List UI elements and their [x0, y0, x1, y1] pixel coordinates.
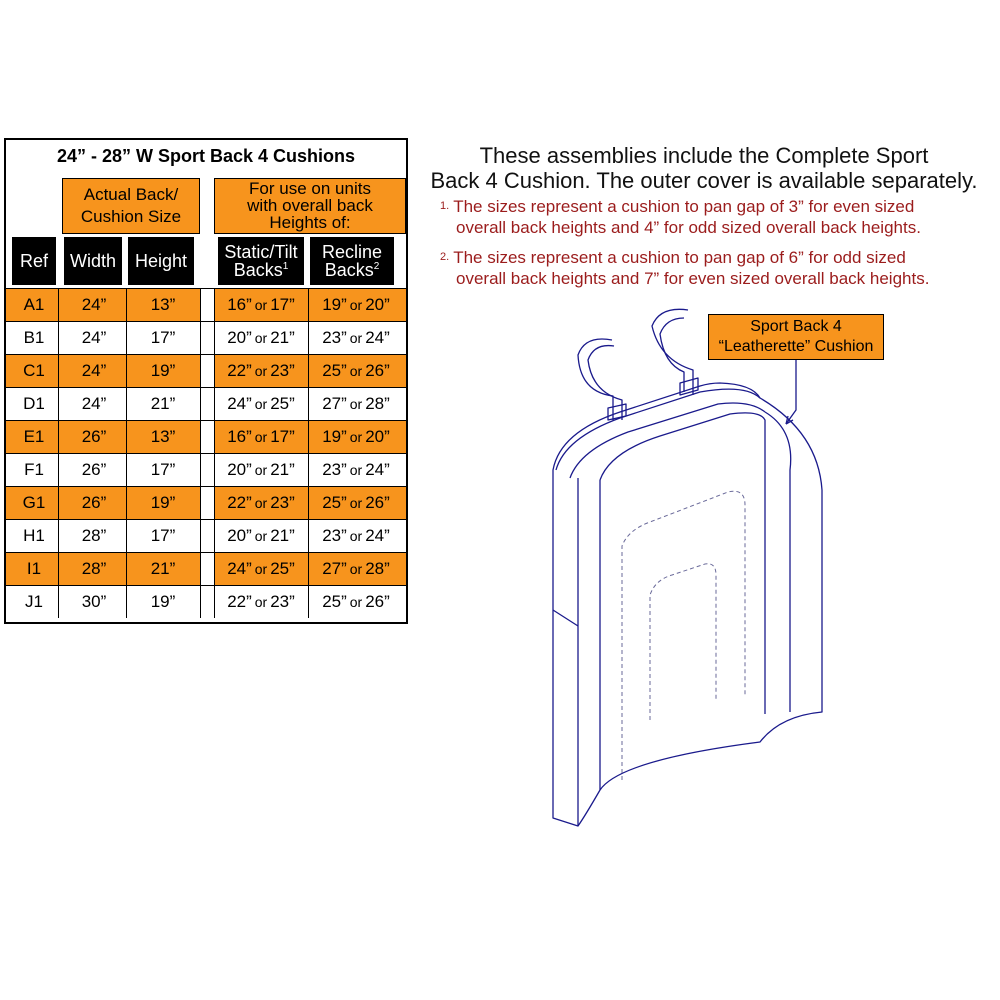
- or-word: or: [254, 396, 268, 412]
- or-word: or: [349, 594, 363, 610]
- static-low: 24”: [227, 559, 252, 578]
- right-strap-clip: [680, 378, 698, 395]
- cushion-top-edge: [556, 389, 760, 470]
- right-strap: [652, 309, 693, 395]
- static-high: 21”: [270, 526, 295, 545]
- cell-width: 24”: [81, 295, 107, 314]
- or-word: or: [349, 528, 363, 544]
- footnote-1-number: 1.: [440, 200, 450, 212]
- recline-low: 23”: [322, 460, 347, 479]
- recline-high: 20”: [365, 427, 390, 446]
- col-header-recline-line1: Recline: [321, 242, 383, 262]
- col-header-ref-label: Ref: [19, 251, 48, 271]
- cell-height: 17”: [150, 460, 176, 479]
- recline-high: 28”: [365, 394, 390, 413]
- left-strap-inner: [588, 346, 622, 420]
- cell-width: 30”: [81, 592, 107, 611]
- col-header-recline-line2: Backs: [324, 260, 374, 280]
- cell-ref: C1: [23, 361, 45, 380]
- recline-high: 26”: [365, 493, 390, 512]
- recline-high: 28”: [365, 559, 390, 578]
- group-header-heights-line1: For use on units: [249, 179, 371, 198]
- col-header-static-line2: Backs: [233, 260, 283, 280]
- static-high: 23”: [270, 592, 295, 611]
- recline-high: 26”: [365, 361, 390, 380]
- static-high: 23”: [270, 361, 295, 380]
- inner-pad-dashed-outer: [622, 491, 745, 780]
- cell-height: 19”: [150, 592, 176, 611]
- cell-height: 13”: [150, 427, 176, 446]
- recline-high: 24”: [365, 460, 390, 479]
- cell-width: 26”: [81, 493, 107, 512]
- cell-width: 26”: [81, 427, 107, 446]
- or-word: or: [254, 363, 268, 379]
- cell-ref: H1: [23, 526, 45, 545]
- static-low: 22”: [227, 361, 252, 380]
- recline-high: 24”: [365, 328, 390, 347]
- recline-high: 26”: [365, 592, 390, 611]
- cell-ref: I1: [26, 559, 42, 578]
- col-header-static-line1: Static/Tilt: [224, 242, 298, 262]
- or-word: or: [349, 396, 363, 412]
- static-high: 23”: [270, 493, 295, 512]
- inner-pad-dashed-inner: [650, 564, 716, 720]
- col-header-height-label: Height: [134, 251, 188, 271]
- cell-height: 19”: [150, 493, 176, 512]
- or-word: or: [349, 363, 363, 379]
- cushion-side-seam: [553, 610, 578, 626]
- static-low: 22”: [227, 592, 252, 611]
- callout-line2: “Leatherette” Cushion: [718, 338, 874, 355]
- cell-height: 19”: [150, 361, 176, 380]
- static-low: 20”: [227, 460, 252, 479]
- static-low: 24”: [227, 394, 252, 413]
- cell-width: 24”: [81, 394, 107, 413]
- cushion-right-panel: [765, 412, 791, 712]
- or-word: or: [254, 528, 268, 544]
- recline-low: 19”: [322, 427, 347, 446]
- static-high: 21”: [270, 328, 295, 347]
- or-word: or: [349, 429, 363, 445]
- cell-height: 21”: [150, 394, 176, 413]
- cushion-front-face-edge: [600, 413, 765, 714]
- recline-low: 23”: [322, 526, 347, 545]
- cell-height: 17”: [150, 328, 176, 347]
- group-header-back-size-line2: Cushion Size: [80, 207, 182, 226]
- or-word: or: [349, 495, 363, 511]
- cell-width: 24”: [81, 361, 107, 380]
- static-low: 20”: [227, 328, 252, 347]
- group-header-heights-line2: with overall back: [247, 196, 373, 215]
- static-low: 22”: [227, 493, 252, 512]
- or-word: or: [254, 330, 268, 346]
- intro-line2: Back 4 Cushion. The outer cover is available separately.: [430, 168, 978, 193]
- recline-low: 27”: [322, 559, 347, 578]
- cell-ref: E1: [23, 427, 45, 446]
- or-word: or: [254, 561, 268, 577]
- recline-low: 25”: [322, 493, 347, 512]
- recline-low: 27”: [322, 394, 347, 413]
- or-word: or: [254, 594, 268, 610]
- footnote-2-line2: overall back heights and 7” for even sized overall back heights.: [456, 269, 930, 288]
- cell-height: 17”: [150, 526, 176, 545]
- static-low: 16”: [227, 427, 252, 446]
- intro-line1: These assemblies include the Complete Sport: [479, 143, 929, 168]
- cell-width: 26”: [81, 460, 107, 479]
- cushion-top-inner-edge: [570, 403, 765, 478]
- cell-height: 21”: [150, 559, 176, 578]
- footnote-2-line1: The sizes represent a cushion to pan gap of 6” for odd sized: [453, 248, 906, 267]
- or-word: or: [349, 462, 363, 478]
- footnote-ref-2: 2: [373, 261, 380, 272]
- right-strap-inner: [660, 318, 684, 392]
- cell-ref: B1: [23, 328, 45, 347]
- static-high: 21”: [270, 460, 295, 479]
- recline-high: 20”: [365, 295, 390, 314]
- recline-low: 25”: [322, 361, 347, 380]
- group-header-back-size-line1: Actual Back/: [83, 185, 179, 204]
- recline-low: 23”: [322, 328, 347, 347]
- or-word: or: [254, 429, 268, 445]
- group-header-heights-line3: Heights of:: [269, 213, 351, 232]
- static-low: 20”: [227, 526, 252, 545]
- callout-line1: Sport Back 4: [750, 318, 842, 335]
- callout-leader-line: [786, 360, 796, 424]
- recline-high: 24”: [365, 526, 390, 545]
- cell-height: 13”: [150, 295, 176, 314]
- static-high: 25”: [270, 559, 295, 578]
- or-word: or: [349, 297, 363, 313]
- static-high: 17”: [270, 295, 295, 314]
- footnote-1-line1: The sizes represent a cushion to pan gap of 3” for even sized: [453, 197, 915, 216]
- cell-width: 24”: [81, 328, 107, 347]
- or-word: or: [254, 297, 268, 313]
- footnote-2-number: 2.: [440, 251, 450, 263]
- or-word: or: [254, 462, 268, 478]
- cell-ref: D1: [23, 394, 45, 413]
- cell-ref: J1: [25, 592, 43, 611]
- or-word: or: [254, 495, 268, 511]
- cell-ref: A1: [23, 295, 45, 314]
- static-high: 17”: [270, 427, 295, 446]
- col-header-width-label: Width: [69, 251, 116, 271]
- footnote-1-line2: overall back heights and 4” for odd sized overall back heights.: [456, 218, 921, 237]
- or-word: or: [349, 561, 363, 577]
- or-word: or: [349, 330, 363, 346]
- footnote-ref-1: 1: [282, 261, 289, 272]
- cell-width: 28”: [81, 526, 107, 545]
- table-title: 24” - 28” W Sport Back 4 Cushions: [56, 146, 356, 166]
- recline-low: 19”: [322, 295, 347, 314]
- recline-low: 25”: [322, 592, 347, 611]
- cell-width: 28”: [81, 559, 107, 578]
- static-low: 16”: [227, 295, 252, 314]
- cell-ref: G1: [22, 493, 46, 512]
- cell-ref: F1: [24, 460, 44, 479]
- static-high: 25”: [270, 394, 295, 413]
